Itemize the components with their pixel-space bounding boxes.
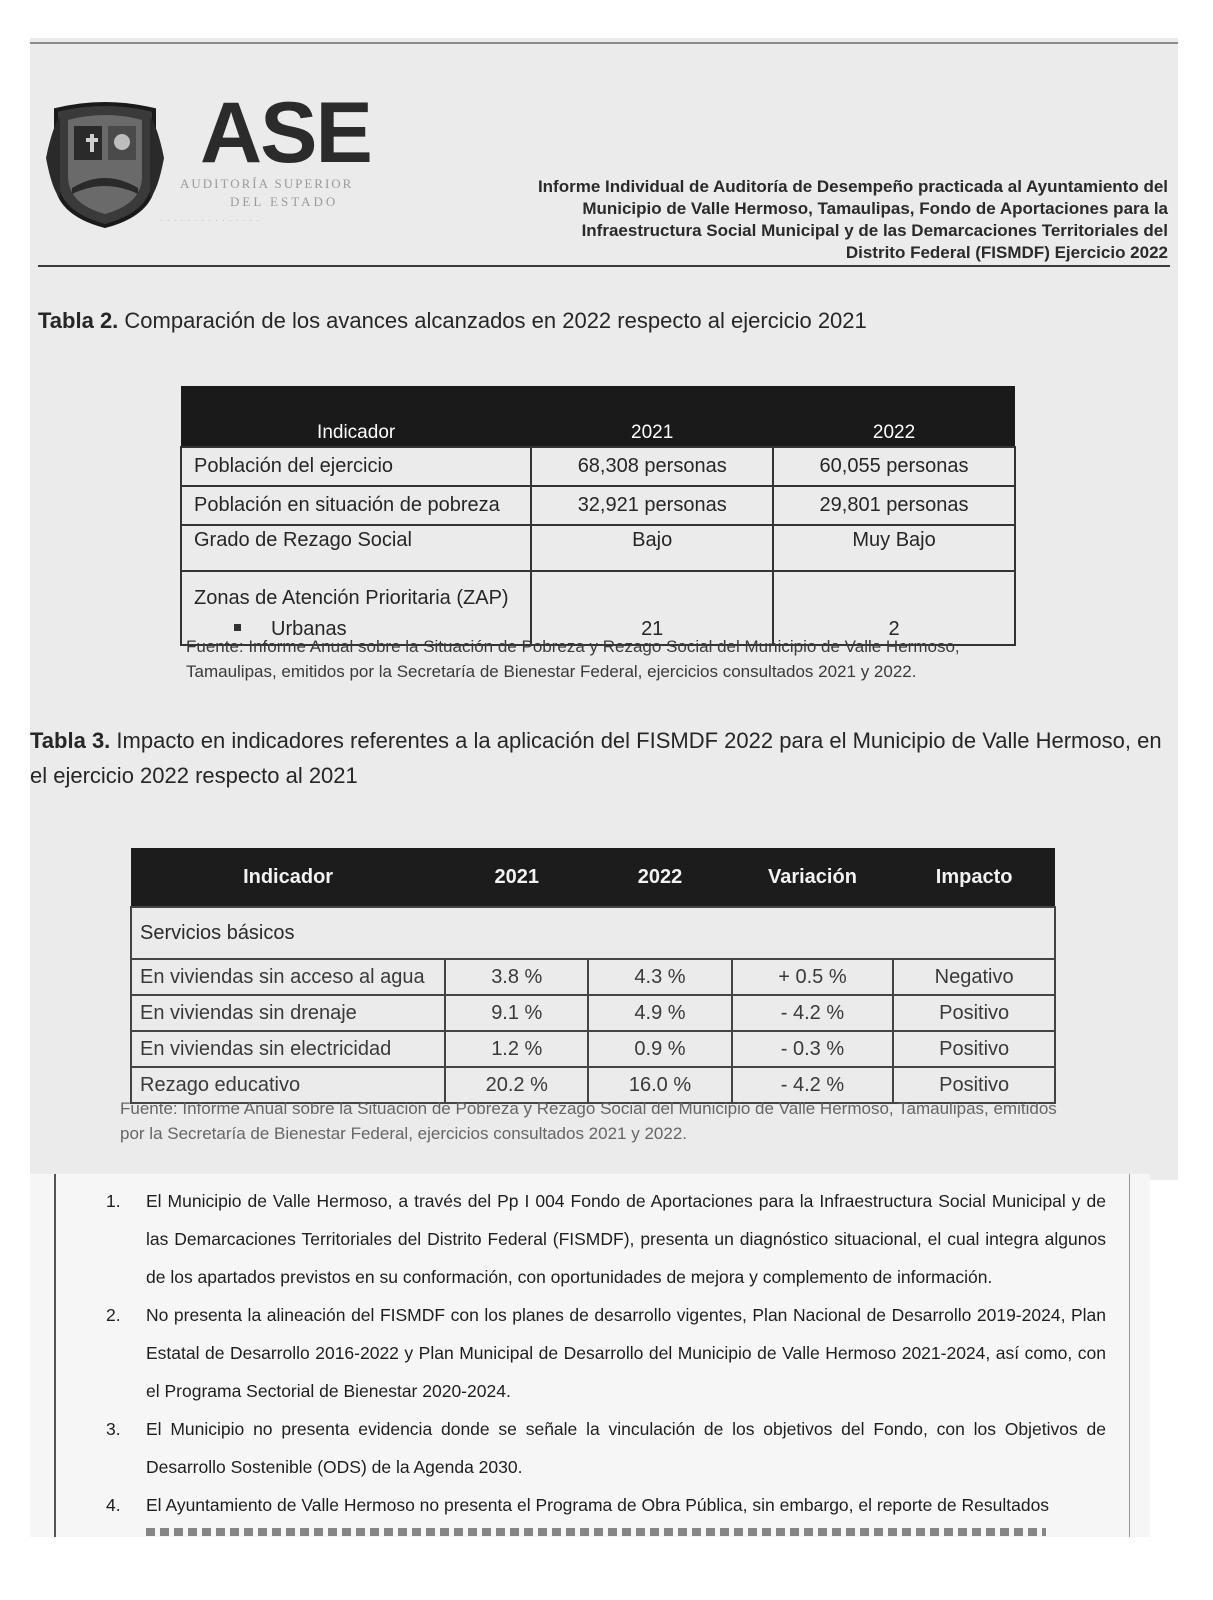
table3-section-label: Servicios básicos [131,907,1055,959]
bullet-icon [234,624,241,631]
list-item [106,1296,1106,1410]
table-row [131,1031,1055,1067]
table-cell: 2 [773,571,1015,645]
table3-source: Fuente: Informe Anual sobre la Situación de Pobreza y Rezago Social del Municipio de Valle Hermoso, Tamaulipas, emitidos por la Secretaría de Bienestar Federal, ejercicios consultados 2021 y 2022. [120,1099,1057,1143]
list-item-number: 3. [106,1419,121,1439]
table-row [181,447,1015,486]
list-item [106,1182,1106,1296]
report-title: Informe Individual de Auditoría de Desempeño practicada al Ayuntamiento del Municipio de Valle Hermoso, Tamaulipas, Fondo de Aportaciones para la Infraestructura Social Municipal y de las Demarcaciones Territoriales del Distrito Federal (FISMDF) Ejercicio 2022 [537,177,1168,262]
table3 [130,848,1056,1104]
table-cell: Positivo [893,1031,1055,1067]
list-item [106,1486,1106,1524]
table3-header-row [131,848,1055,907]
table-cell: 4.9 % [588,995,731,1031]
list-item-text: El Ayuntamiento de Valle Hermoso no presenta el Programa de Obra Pública, sin embargo, el reporte de Resultados [146,1495,1050,1515]
table-cell: Bajo [531,525,773,571]
table-cell: Rezago educativo [131,1067,445,1103]
table-cell: 60,055 personas [773,447,1015,486]
table-cell: - 4.2 % [732,995,894,1031]
list-item-number: 2. [106,1305,121,1325]
table2-header-2021: 2021 [531,386,773,447]
table-cell: Población del ejercicio [181,447,531,486]
table-cell: Grado de Rezago Social [181,525,531,571]
list-item-number: 4. [106,1495,121,1515]
list-item-text: El Municipio de Valle Hermoso, a través del Pp I 004 Fondo de Aportaciones para la Infraestructura Social Municipal y de las Demarcaciones Territoriales del Distrito Federal (FISMDF), presenta un diagnóstico situacional, el cual integra algunos de los apartados previstos en su conformación, con oportunidades de mejora y complemento de información. [146,1191,1106,1287]
table3-header-2022: 2022 [588,848,731,907]
table-cell: 3.8 % [445,959,588,995]
state-seal-icon [46,98,164,228]
table-row [181,486,1015,525]
table3-caption-line2: el ejercicio 2022 respecto al 2021 [30,763,358,788]
table-row [181,525,1015,571]
table-cell: En viviendas sin acceso al agua [131,959,445,995]
table3-caption-label: Tabla 3. [30,728,111,753]
table-cell: 20.2 % [445,1067,588,1103]
table-cell: 29,801 personas [773,486,1015,525]
table-cell: Muy Bajo [773,525,1015,571]
table-cell: - 0.3 % [732,1031,894,1067]
table-cell: 68,308 personas [531,447,773,486]
page-border-right [1129,1174,1130,1537]
table-cell: Positivo [893,995,1055,1031]
document-page-top [30,38,1178,1180]
header-rule [38,265,1170,267]
list-item-number: 1. [106,1191,121,1211]
ase-logo-tagline: · · · · · · · · · · · · · · · [160,216,261,225]
table-cell: En viviendas sin drenaje [131,995,445,1031]
table-cell: Positivo [893,1067,1055,1103]
list-item-text: No presenta la alineación del FISMDF con los planes de desarrollo vigentes, Plan Nacional de Desarrollo 2019-2024, Plan Estatal de Desarrollo 2016-2022 y Plan Municipal de Desarrollo del Municipio de Valle Hermoso 2021-2024, así como, con el Programa Sectorial de Bienestar 2020-2024. [146,1305,1106,1401]
table2-source: Fuente: Informe Anual sobre la Situación de Pobreza y Rezago Social del Municipio de Valle Hermoso, Tamaulipas, emitidos por la Secretaría de Bienestar Federal, ejercicios consultados 2021 y 2022. [186,637,960,681]
table-cell: 0.9 % [588,1031,731,1067]
page-border-left [54,1174,56,1537]
table-cell: Negativo [893,959,1055,995]
ase-logo-text: ASE [200,85,371,181]
table2-caption-text: Comparación de los avances alcanzados en 2022 respecto al ejercicio 2021 [118,308,867,333]
table2-header-row [181,386,1015,447]
table-cell: 32,921 personas [531,486,773,525]
cut-off-text-line [146,1528,1046,1536]
table-cell: - 4.2 % [732,1067,894,1103]
table2-caption [38,308,867,334]
zap-label: Zonas de Atención Prioritaria (ZAP) [194,587,509,609]
table-row [131,907,1055,959]
table-cell: 9.1 % [445,995,588,1031]
table3-header-impacto: Impacto [893,848,1055,907]
ase-logo-subtitle-2: DEL ESTADO [230,194,339,209]
zap-sub-label: Urbanas [271,618,347,640]
table-cell: 16.0 % [588,1067,731,1103]
top-rule [30,42,1178,44]
ase-logo-subtitle: AUDITORÍA SUPERIOR [180,176,354,191]
findings-list [106,1182,1106,1524]
document-page-bottom [30,1174,1150,1537]
table2 [180,386,1016,646]
table-row [131,995,1055,1031]
table-cell: 4.3 % [588,959,731,995]
table2-caption-label: Tabla 2. [38,308,119,333]
table-cell: En viviendas sin electricidad [131,1031,445,1067]
table3-caption [30,728,1178,798]
table-cell: 1.2 % [445,1031,588,1067]
table2-header-indicador: Indicador [181,386,531,447]
table3-header-2021: 2021 [445,848,588,907]
table3-header-variacion: Variación [732,848,894,907]
table-cell: + 0.5 % [732,959,894,995]
table2-header-2022: 2022 [773,386,1015,447]
table-cell: Población en situación de pobreza [181,486,531,525]
table-cell: 21 [531,571,773,645]
table3-caption-line1: Impacto en indicadores referentes a la aplicación del FISMDF 2022 para el Municipio de Valle Hermoso, en [110,728,1162,753]
list-item-text: El Municipio no presenta evidencia donde se señale la vinculación de los objetivos del Fondo, con los Objetivos de Desarrollo Sostenible (ODS) de la Agenda 2030. [146,1419,1106,1477]
list-item [106,1410,1106,1486]
table3-header-indicador: Indicador [131,848,445,907]
table-row [131,959,1055,995]
